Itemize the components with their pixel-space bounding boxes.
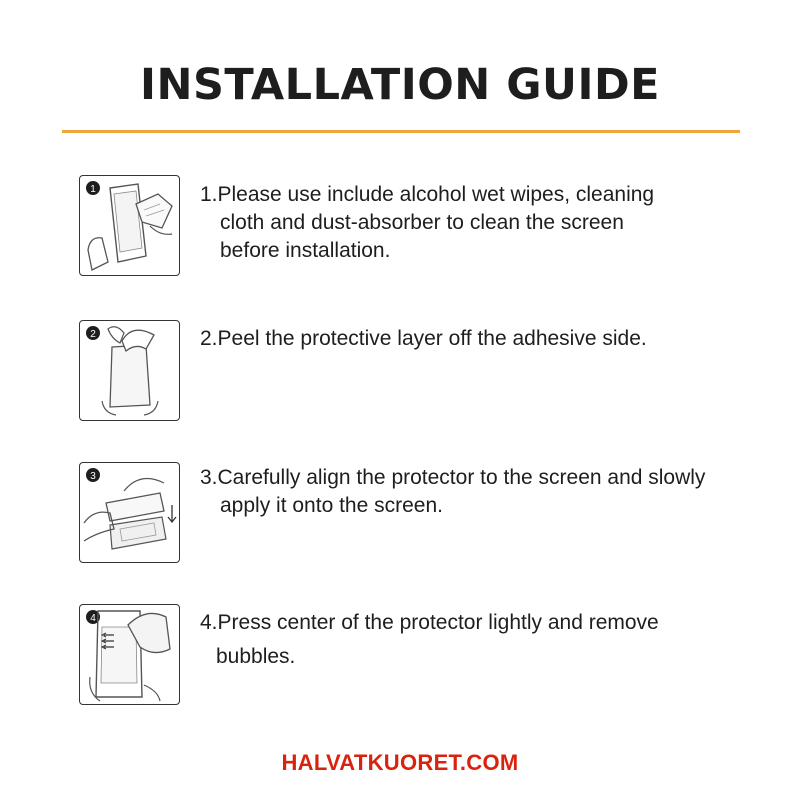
svg-text:1: 1 [90, 184, 96, 195]
step-1-text [200, 181, 745, 265]
wipe-screen-icon [80, 176, 178, 274]
step-2-illustration [79, 320, 180, 421]
page-title: INSTALLATION GUIDE [139, 60, 661, 110]
step-3-line-1: 3.Carefully align the protector to the screen and slowly [200, 466, 706, 489]
step-4-text [200, 609, 745, 671]
step-1-line-2: cloth and dust-absorber to clean the screen [220, 211, 624, 234]
step-3-illustration [79, 462, 180, 563]
step-2-line-1: 2.Peel the protective layer off the adhesive side. [200, 327, 647, 350]
svg-text:3: 3 [90, 471, 96, 482]
step-4-illustration [79, 604, 180, 705]
step-2-text [200, 325, 745, 353]
align-protector-icon [80, 463, 178, 561]
footer-website: HALVATKUORET.COM [281, 750, 519, 775]
step-3-line-2: apply it onto the screen. [220, 494, 443, 517]
svg-text:2: 2 [90, 329, 96, 340]
peel-layer-icon [80, 321, 178, 419]
step-1-line-1: 1.Please use include alcohol wet wipes, cleaning [200, 183, 655, 206]
orange-divider [62, 130, 740, 133]
step-4-line-1: 4.Press center of the protector lightly and remove [200, 611, 659, 634]
step-3-text [200, 464, 745, 520]
step-1-line-3: before installation. [220, 239, 391, 262]
step-1-illustration [79, 175, 180, 276]
svg-text:4: 4 [90, 613, 96, 624]
step-4-line-2: bubbles. [216, 645, 296, 668]
press-bubbles-icon [80, 605, 178, 703]
